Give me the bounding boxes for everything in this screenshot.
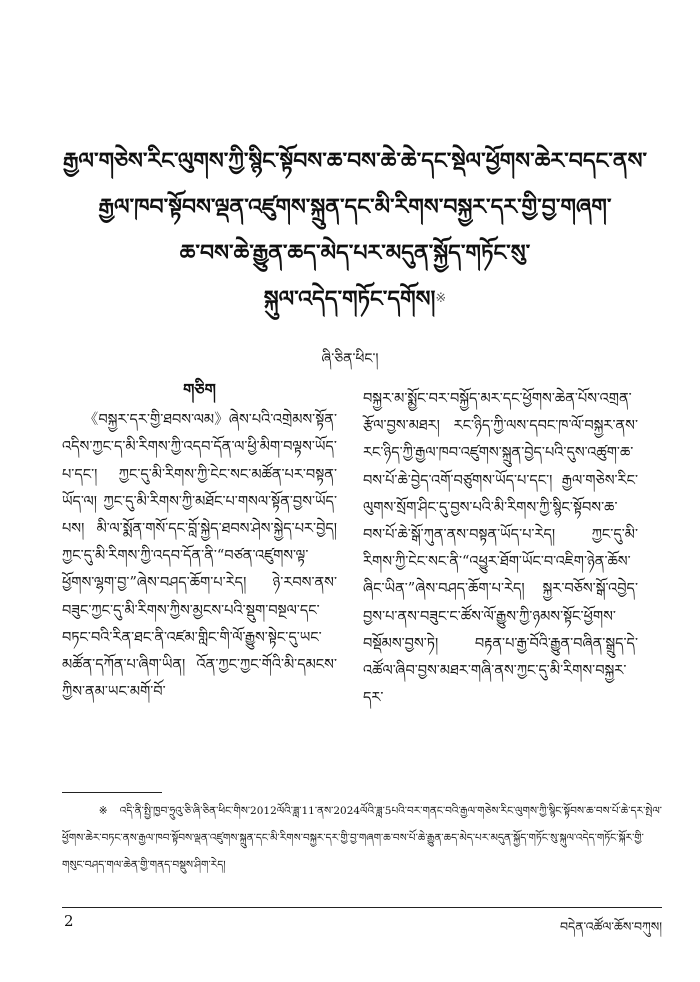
footnote: ※འདི་ནི་སྤྱི་ཁྱབ་ཧྲུའུ་ཅི་ཞི་ཅིན་ཕིང་གིས་2012ལོའི་ཟླ་11་ནས་2024ལོའི་ཟླ་5པའི་བར་གནང་བའི་རྒྱལ་གཅེས་རིང་ལུགས་ཀྱི་སྙིང་སྟོབས་ཆ་བས་པོ་ཆེ་དར་སྤེལ་ཕྱོགས་ཆེར་བཏང་ནས་རྒྱལ་ཁབ་སྟོབས་ལྡན་འཛུགས་སྐྲུན་དང་མི་རིགས་བསྐྱར་དར་གྱི་བྱ་གཞག་ཆ་བས་པོ་ཆེ་རྒྱུན་ཆད་མེད་པར་མདུན་སྐྱོད་གཏོང་སུ་སྐུལ་འདེད་གཏོང་སྐོར་གྱི་གསུང་བཤད་གལ་ཆེན་གྱི་གནད་བསྡུས་ཤིག་རེད། bbox=[62, 805, 662, 871]
title-line-1: རྒྱལ་གཅེས་རིང་ལུགས་ཀྱི་སྙིང་སྟོབས་ཆ་བས་ཆེ་ཆེ་དང་སྡེལ་ཕྱོགས་ཆེར་བདང་ནས་ bbox=[62, 148, 648, 174]
article-title bbox=[60, 138, 650, 322]
page-number: 2 bbox=[64, 912, 74, 930]
left-column bbox=[62, 376, 337, 706]
body-paragraph-continued: བསྐྱར་མ་སྨྱོང་བར་བསྐྱོད་མར་དང་ཕྱོགས་ཆེན་པོས་འགྲན་རྩོལ་བྱས་མཐར། རང་ཉིད་ཀྱི་ལས་དབང་ཁ་ལོ་བསྐྱར་ནས་རང་ཉིད་ཀྱི་རྒྱལ་ཁབ་འཛུགས་སྐྲུན་བྱེད་པའི་དུས་འཚུག་ཆ་བས་པོ་ཆེ་བྱེད་འགོ་བཙུགས་ཡོད་པ་དང་། རྒྱལ་གཅེས་རིང་ལུགས་སྲོག་ཤིང་དུ་བྱས་པའི་མི་རིགས་ཀྱི་སྙིང་སྟོབས་ཆ་བས་པོ་ཆེ་སྒོ་ཀུན་ནས་བསྟན་ཡོད་པ་རེད། ཀྱང་དུ་མི་རིགས་ཀྱི་ངེང་སང་ནི་“འཕྱུར་ཐོག་ཡོང་བ་འཇིག་ཉེན་ཆོས་ཞིང་ཡིན་”ཞེས་བཤད་ཆོག་པ་རེད། སྐྱར་བཅོས་སྒོ་འབྱེད་བྱས་པ་ནས་བཟུང་ང་ཚོས་ལོ་རྒྱུས་ཀྱི་ཉམས་སྟོང་ཕྱོགས་བསྡོམས་བྱས་ཏེ། བརྟན་པ་རྒྱ་བོའི་རྒྱུན་བཞིན་སྒྲུད་དེ་འཚོལ་ཞིབ་བྱས་མཐར་གཞི་ནས་ཀྱང་དུ་མི་རིགས་བསྐྱར་དར་ bbox=[363, 391, 638, 707]
title-line-3: ཆ་བས་ཆེ་རྒྱུན་ཆད་མེད་པར་མདུན་སྐྱོད་གཏོང་སུ་ bbox=[179, 240, 531, 266]
running-head: བདེན་འཚོལ་ཆོས་བཀུས། bbox=[559, 919, 662, 934]
author-name: ཞི་ཅིན་ཕིང་། bbox=[321, 351, 379, 367]
reference-mark: ※ bbox=[435, 291, 447, 306]
section-heading: གཅིག bbox=[183, 380, 216, 399]
footnote-divider bbox=[62, 792, 162, 793]
title-line-2: རྒྱལ་ཁབ་སྟོབས་ལྡན་འཛུགས་སྐྲུན་དང་མི་རིགས་བསྐྱར་དར་གྱི་བྱ་གཞག་ bbox=[98, 194, 612, 220]
title-line-4-text: སྐུལ་འདེད་གཏོང་དགོས། bbox=[263, 286, 436, 312]
body-paragraph: 《བསྐྱར་དར་གྱི་ཐབས་ལམ》ཞེས་པའི་འགྲེམས་སྟོན་འདིས་ཀྱང་ད་མི་རིགས་ཀྱི་འདབ་དོན་ལ་ཕྱི་མིག་བལྟས་ཡོད་པ་དང་། ཀྱང་དུ་མི་རིགས་ཀྱི་ངེང་སང་མཚོན་པར་བསྟན་ཡོད་ལ། ཀྱང་དུ་མི་རིགས་ཀྱི་མཐོང་པ་གསལ་སྟོན་བྱས་ཡོད་པས། མི་ལ་སྨོན་གསོ་དང་བློ་སྐྱེད་ཐབས་ཤེས་སྐྱེད་པར་བྱེད། ཀྱང་དུ་མི་རིགས་ཀྱི་འདབ་དོན་ནི་“བཙན་འཛུགས་ལྟ་ཕྱོགས་ལྷག་བྱ་”ཞེས་བཤད་ཆོག་པ་རེད། ཉེ་རབས་ནས་བཟུང་ཀྱང་དུ་མི་རིགས་ཀྱིས་མྱངས་པའི་སྡུག་བསྔལ་དང་བཏང་བའི་རིན་ཐང་ནི་འཛམ་གླིང་གི་ལོ་རྒྱུས་སྟེང་དུ་ཡང་མཚོན་དཀོན་པ་ཞིག་ཡིན། འོན་ཀྱང་ཀྱང་གོའི་མི་དམངས་ཀྱིས་ནམ་ཡང་མགོ་བོ་ bbox=[62, 412, 337, 701]
title-line-4 bbox=[60, 276, 650, 322]
right-column bbox=[363, 386, 638, 712]
footer-divider bbox=[62, 907, 662, 908]
